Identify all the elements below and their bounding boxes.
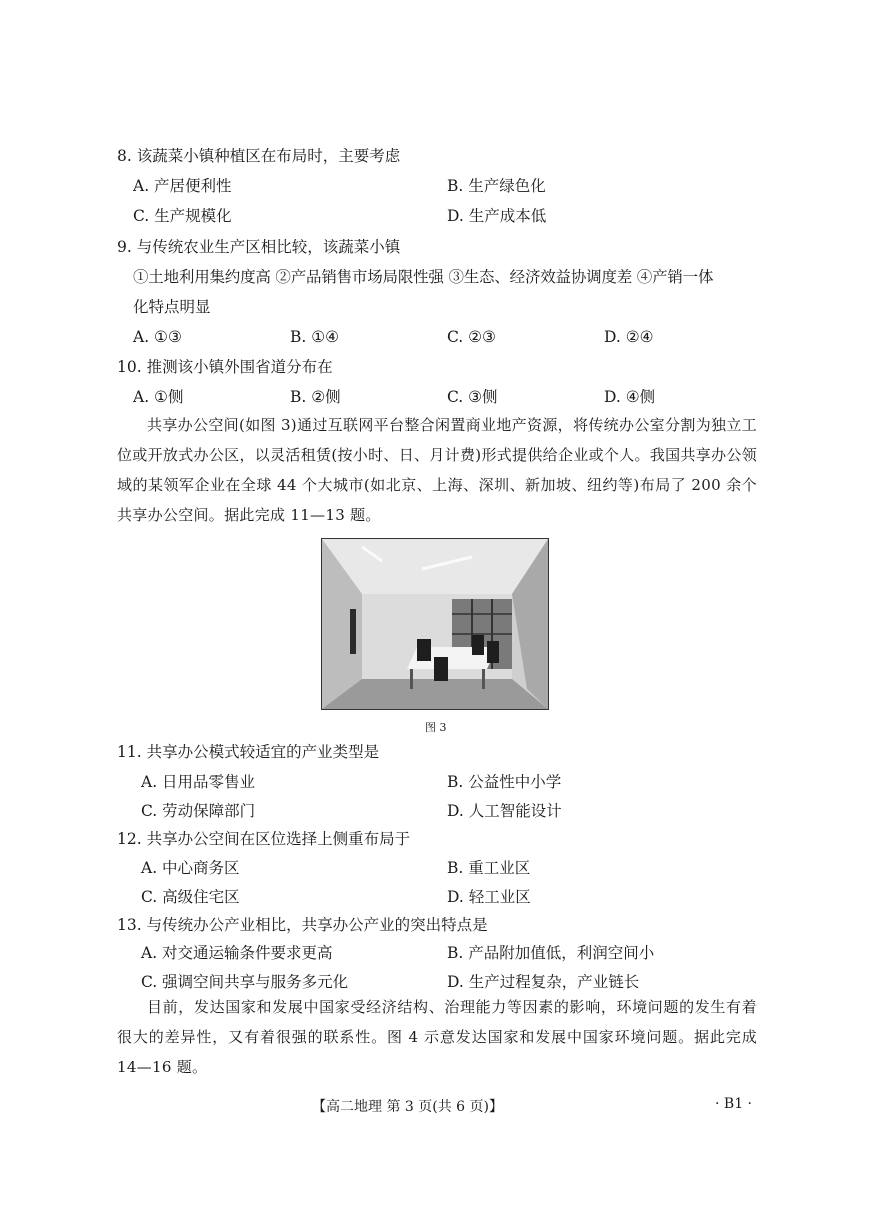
question-13-stem: 13. 与传统办公产业相比，共享办公产业的突出特点是 <box>117 916 488 934</box>
page-footer-code: · B1 · <box>715 1096 752 1112</box>
question-9-option-d: D. ②④ <box>604 328 654 346</box>
question-9-items-line1: ①土地利用集约度高 ②产品销售市场局限性强 ③生态、经济效益协调度差 ④产销一体 <box>133 268 714 286</box>
question-13-option-d: D. 生产过程复杂，产业链长 <box>447 973 640 991</box>
figure-3-caption: 图 3 <box>425 721 447 734</box>
question-10-option-d: D. ④侧 <box>604 388 656 406</box>
passage-shared-office-text: 共享办公空间(如图 3)通过互联网平台整合闲置商业地产资源，将传统办公室分割为独立工位或开放式办公区，以灵活租赁(按小时、日、月计费)形式提供给企业或个人。我国共享办公领域的某领军企业在全球 44 个大城市(如北京、上海、深圳、新加坡、纽约等)布局了 200 余个共享办公空间。据此完成 11—13 题。 <box>117 416 757 524</box>
page-footer-info: 【高二地理 第 3 页(共 6 页)】 <box>312 1099 503 1115</box>
question-10-option-b: B. ②侧 <box>290 388 341 406</box>
question-10-option-a: A. ①侧 <box>133 388 184 406</box>
question-11-option-c: C. 劳动保障部门 <box>141 802 256 820</box>
question-13-option-a: A. 对交通运输条件要求更高 <box>141 944 333 962</box>
question-8-option-a: A. 产居便利性 <box>133 177 232 195</box>
question-12-option-d: D. 轻工业区 <box>447 888 531 906</box>
passage-environment <box>117 992 757 1082</box>
question-12-stem: 12. 共享办公空间在区位选择上侧重布局于 <box>117 830 411 848</box>
question-9-stem: 9. 与传统农业生产区相比较，该蔬菜小镇 <box>117 238 401 256</box>
passage-environment-text: 目前，发达国家和发展中国家受经济结构、治理能力等因素的影响，环境问题的发生有着很大的差异性，又有着很强的联系性。图 4 示意发达国家和发展中国家环境问题。据此完成 14—16 题。 <box>117 998 757 1076</box>
question-13-option-c: C. 强调空间共享与服务多元化 <box>141 973 349 991</box>
question-11-option-d: D. 人工智能设计 <box>447 802 562 820</box>
question-9-option-c: C. ②③ <box>447 328 496 346</box>
question-8-option-c: C. 生产规模化 <box>133 207 232 225</box>
question-9-option-a: A. ①③ <box>133 328 182 346</box>
question-10-stem: 10. 推测该小镇外围省道分布在 <box>117 358 333 376</box>
question-9-option-b: B. ①④ <box>290 328 340 346</box>
passage-shared-office <box>117 410 757 530</box>
office-photo-illustration <box>322 539 548 709</box>
question-8-stem: 8. 该蔬菜小镇种植区在布局时，主要考虑 <box>117 147 401 165</box>
question-10-option-c: C. ③侧 <box>447 388 498 406</box>
question-8-option-d: D. 生产成本低 <box>447 207 547 225</box>
figure-3-photo <box>321 538 549 710</box>
question-11-option-b: B. 公益性中小学 <box>447 773 562 791</box>
question-13-option-b: B. 产品附加值低，利润空间小 <box>447 944 655 962</box>
question-11-stem: 11. 共享办公模式较适宜的产业类型是 <box>117 743 380 761</box>
question-9-items-line2: 化特点明显 <box>133 298 211 316</box>
question-12-option-b: B. 重工业区 <box>447 859 531 877</box>
question-12-option-a: A. 中心商务区 <box>141 859 240 877</box>
question-12-option-c: C. 高级住宅区 <box>141 888 240 906</box>
question-11-option-a: A. 日用品零售业 <box>141 773 256 791</box>
question-8-option-b: B. 生产绿色化 <box>447 177 546 195</box>
